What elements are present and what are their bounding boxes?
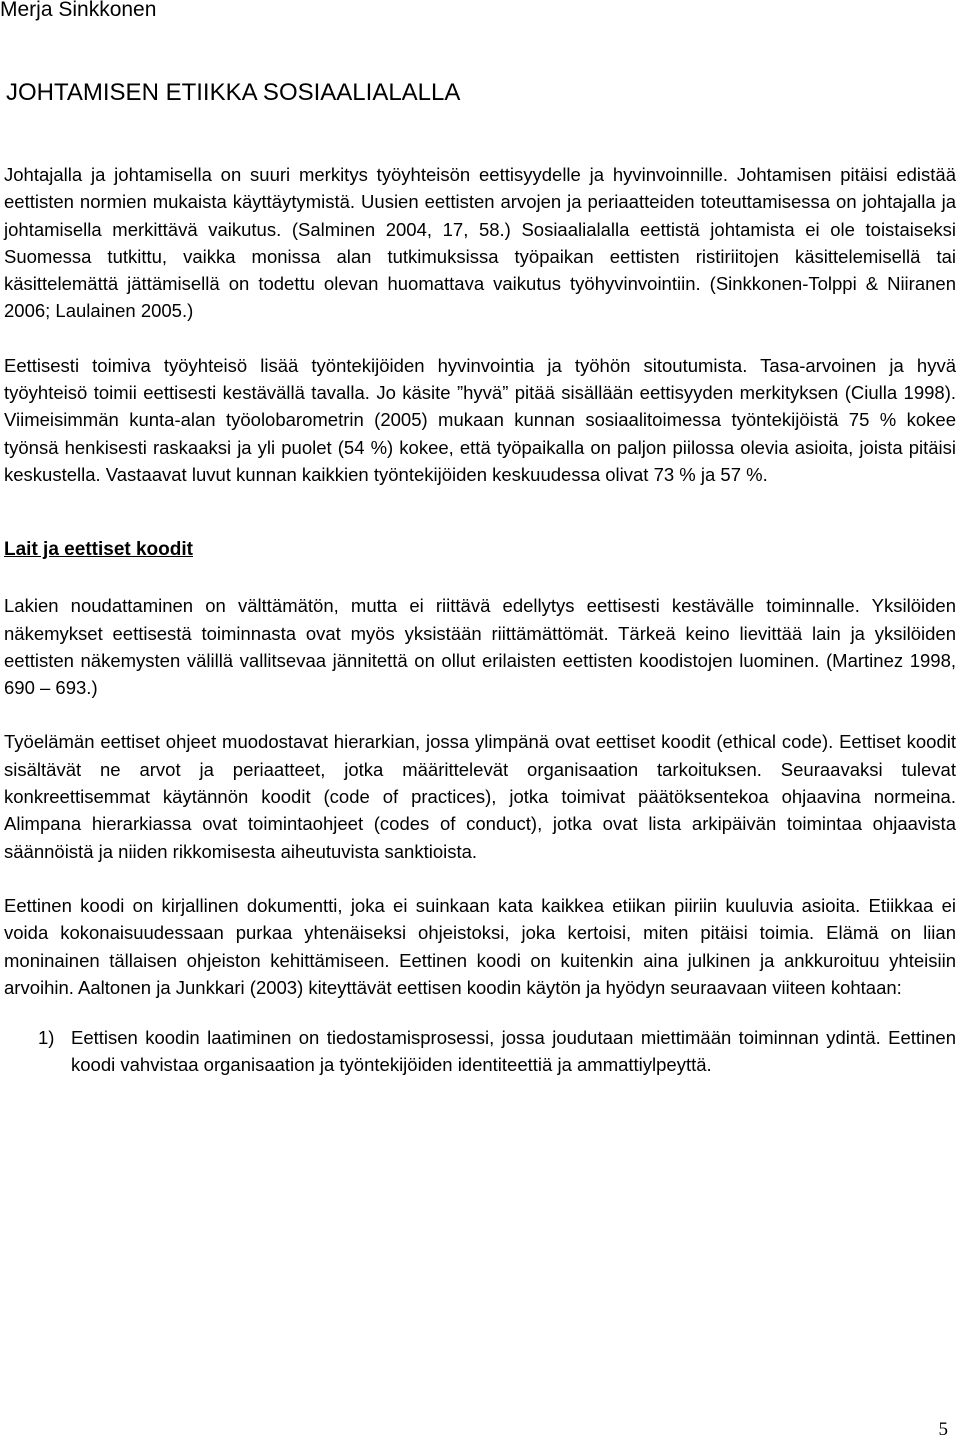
document-title: JOHTAMISEN ETIIKKA SOSIAALIALALLA [6,79,461,106]
page-number: 5 [938,1419,948,1440]
paragraph-wellbeing: Eettisesti toimiva työyhteisö lisää työntekijöiden hyvinvointia ja työhön sitoutumista. Tasa-arvoinen ja hyvä työyhteisö toimii eettisesti kestävällä tavalla. Jo käsite ”hyvä” pitää sisällään eettisyyden merkityksen (Ciulla 1998). Viimeisimmän kunta-alan työolobarometrin (2005) mukaan kunnan sosiaalitoimessa työntekijöistä 75 % kokee työnsä henkisesti raskaaksi ja yli puolet (54 %) kokee, että työpaikalla on paljon piilossa olevia asioita, joista pitäisi keskustella. Vastaavat luvut kunnan kaikkien työntekijöiden keskuudessa olivat 73 % ja 57 %. [4,354,956,485]
paragraph-ethical-code: Eettinen koodi on kirjallinen dokumentti, joka ei suinkaan kata kaikkea etiikan piiriin kuuluvia asioita. Etiikkaa ei voida kokonaisuudessaan purkaa yhtenäiseksi ohjeistoksi, joka kertoisi, miten pitäisi toimia. Elämä on liian moninainen tällaisen ohjeiston kehittämiseen. Eettinen koodi on kuitenkin aina julkinen ja ankkuroituu yhteisiin arvoihin. Aaltonen ja Junkkari (2003) kiteyttävät eettisen koodin käytön ja hyödyn seuraavaan viiteen kohtaan: [4,894,956,998]
paragraph-intro: Johtajalla ja johtamisella on suuri merkitys työyhteisön eettisyydelle ja hyvinvoinnille. Johtamisen pitäisi edistää eettisten normien mukaista käyttäytymistä. Uusien eettisten arvojen ja periaatteiden toteuttamisessa on johtajalla ja johtamisella merkittävä vaikutus. (Salminen 2004, 17, 58.) Sosiaalialalla eettistä johtamista ei ole toistaiseksi Suomessa tutkittu, vaikka monissa alan tutkimuksissa työpaikan eettisten ristiriitojen käsittelemisellä tai käsittelemättä jättämisellä on todettu olevan huomattava vaikutus työhyvinvointiin. (Sinkkonen-Tolppi & Niiranen 2006; Laulainen 2005.) [4,164,956,322]
list-item-number: 1) [38,1027,55,1049]
paragraph-hierarchy: Työelämän eettiset ohjeet muodostavat hierarkian, jossa ylimpänä ovat eettiset koodit (ethical code). Eettiset koodit sisältävät ne arvot ja periaatteet, jotka määrittelevät organisaation tarkoituksen. Seuraavaksi tulevat konkreettisemmat käytännön koodit (code of practices), jotka toimivat päätöksentekoa ohjaavina normeina. Alimpana hierarkiassa ovat toimintaohjeet (codes of conduct), jotka ovat lista arkipäivän toimintaa ohjaavista säännöistä ja niiden rikkomisesta aiheutuvista sanktioista. [4,731,956,862]
list-item-text: Eettisen koodin laatiminen on tiedostamisprosessi, jossa joudutaan miettimään toiminnan ydintä. Eettinen koodi vahvistaa organisaation ja työntekijöiden identiteettiä ja ammattiylpeyttä. [71,1027,956,1076]
numbered-list [4,1024,956,1079]
paragraph-laws: Lakien noudattaminen on välttämätön, mutta ei riittävä edellytys eettisesti kestävälle toiminnalle. Yksilöiden näkemykset eettisestä toiminnasta ovat myös yksistään riittämättömät. Tärkeä keino lievittää lain ja yksilöiden eettisten näkemysten välillä vallitsevaa jännitettä on ollut erilaisten eettisten koodistojen luominen. (Martinez 1998, 690 – 693.) [4,595,956,699]
author-name: Merja Sinkkonen [0,0,157,21]
section-heading: Lait ja eettiset koodit [4,539,193,561]
document-body [4,161,956,1079]
list-item [4,1024,956,1079]
